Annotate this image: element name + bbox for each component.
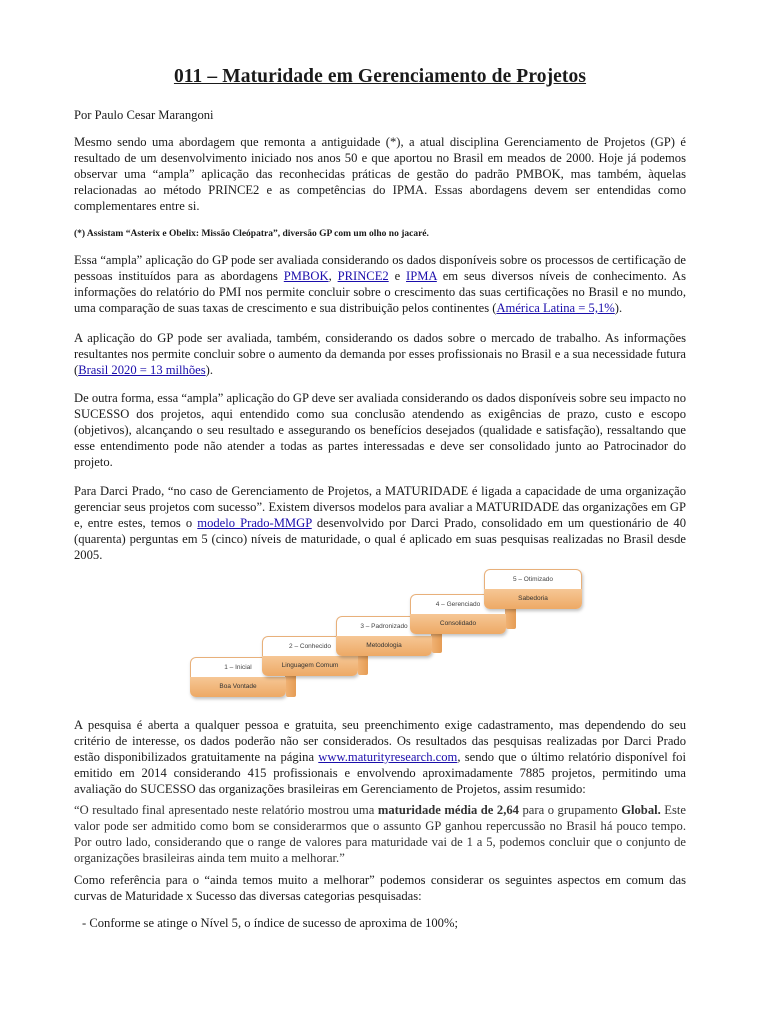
link-maturityresearch[interactable]: www.maturityresearch.com bbox=[318, 750, 458, 764]
paragraph-intro: Mesmo sendo uma abordagem que remonta a antiguidade (*), a atual disciplina Gerenciamento de Projetos (GP) é resultado de um desenvolvimento iniciado nos anos 50 e que aportou no Brasil em meados de 2000. Hoje já podemos observar uma “ampla” aplicação das reconhecidas práticas de gestão do padrão PMBOK, mas também, àquelas relacionadas ao método PRINCE2 e as competências do IPMA. Essas abordagens devem ser entendidas como complementares entre si. bbox=[74, 135, 686, 213]
quote-bold-maturity: maturidade média de 2,64 bbox=[377, 803, 519, 817]
level-step-3-title: 3 – Padronizado bbox=[336, 616, 432, 638]
author-line: Por Paulo Cesar Marangoni bbox=[74, 108, 214, 122]
link-america-latina[interactable]: América Latina = 5,1% bbox=[496, 301, 615, 315]
level-step-5-label: Sabedoria bbox=[484, 589, 582, 609]
level-step-1-title: 1 – Inicial bbox=[190, 657, 286, 679]
paragraph-research: A pesquisa é aberta a qualquer pessoa e gratuita, seu preenchimento exige cadastramento, mas dependendo do seu critério de interesse, os dados poderão não ser considerados. Os resultados das pesquisas realizadas por Darci Prado estão disponibilizados gratuitamente na página www.maturityresearch.com, sendo que o último relatório disponível foi emitido em 2014 considerando 415 profissionais e envolvendo aproximadamente 7885 projetos, permitindo uma avaliação do SUCESSO das organizações brasileiras em Gerenciamento de Projetos, assim resumido: bbox=[74, 718, 686, 796]
level-step-4-label: Consolidado bbox=[410, 614, 506, 634]
paragraph-reference: Como referência para o “ainda temos muito a melhorar” podemos considerar os seguintes aspectos em comum das curvas de Maturidade x Sucesso das diversas categorias pesquisadas: bbox=[74, 873, 686, 903]
level-step-4-title: 4 – Gerenciado bbox=[410, 594, 506, 616]
paragraph-success: De outra forma, essa “ampla” aplicação do GP deve ser avaliada considerando os dados disponíveis sobre seu impacto no SUCESSO dos projetos, aqui entendido como sua conclusão atendendo as exigências de prazo, custo e escopo (objetivos), alcançando o seu resultado e assegurando os benefícios desejados (qualidade e satisfação), ressaltando que esse entendimento pode não atender a todas as partes interessadas e deve ser consolidado junto ao Patrocinador do projeto. bbox=[74, 391, 686, 469]
paragraph-certification: Essa “ampla” aplicação do GP pode ser avaliada considerando os dados disponíveis sobre os processos de certificação de pessoas instituídos para as abordagens PMBOK, PRINCE2 e IPMA em seus diversos níveis de conhecimento. As informações do relatório do PMI nos permite concluir sobre o crescimento das suas certificações no Brasil e no mundo, uma comparação de suas taxas de crescimento e sua distribuição pelos continentes (América Latina = 5,1%). bbox=[74, 253, 686, 315]
footnote: (*) Assistam “Asterix e Obelix: Missão Cleópatra”, diversão GP com um olho no jacaré. bbox=[74, 229, 429, 239]
maturity-staircase-diagram bbox=[190, 559, 680, 709]
link-brasil-2020[interactable]: Brasil 2020 = 13 milhões bbox=[78, 363, 206, 377]
link-ipma[interactable]: IPMA bbox=[406, 269, 437, 283]
level-step-2-label: Linguagem Comum bbox=[262, 656, 358, 676]
level-step-5-title: 5 – Otimizado bbox=[484, 569, 582, 591]
link-prince2[interactable]: PRINCE2 bbox=[337, 269, 389, 283]
link-prado-mmgp[interactable]: modelo Prado-MMGP bbox=[197, 516, 312, 530]
list-item: - Conforme se atinge o Nível 5, o índice de sucesso de aproxima de 100%; bbox=[82, 916, 458, 930]
page-title: 011 – Maturidade em Gerenciamento de Projetos bbox=[173, 66, 587, 87]
level-step-3-label: Metodologia bbox=[336, 636, 432, 656]
link-pmbok[interactable]: PMBOK bbox=[283, 269, 329, 283]
report-quote: “O resultado final apresentado neste relatório mostrou uma maturidade média de 2,64 para o grupamento Global. Este valor pode ser admitido como bom se considerarmos que o assunto GP ganhou repercussão no Brasil há pouco tempo. Por outro lado, considerando que o range de valores para maturidade vai de 1 a 5, podemos concluir que o conjunto de organizações brasileiras ainda tem muito a melhorar.” bbox=[74, 803, 686, 865]
quote-bold-global: Global. bbox=[621, 803, 661, 817]
paragraph-job-market: A aplicação do GP pode ser avaliada, também, considerando os dados sobre o mercado de trabalho. As informações resultantes nos permite concluir sobre o aumento da demanda por esses profissionais no Brasil e a sua necessidade futura (Brasil 2020 = 13 milhões). bbox=[74, 331, 686, 377]
level-step-5 bbox=[484, 569, 582, 609]
level-step-1-label: Boa Vontade bbox=[190, 677, 286, 697]
level-step-2-title: 2 – Conhecido bbox=[262, 636, 358, 658]
paragraph-maturity: Para Darci Prado, “no caso de Gerenciamento de Projetos, a MATURIDADE é ligada a capacidade de uma organização gerenciar seus projetos com sucesso”. Existem diversos modelos para avaliar a MATURIDADE das organizações em GP e, entre estes, temos o modelo Prado-MMGP desenvolvido por Darci Prado, consolidado em um questionário de 40 (quarenta) perguntas em 5 (cinco) níveis de maturidade, o qual é aplicado em suas pesquisas realizadas no Brasil desde 2005. bbox=[74, 484, 686, 562]
